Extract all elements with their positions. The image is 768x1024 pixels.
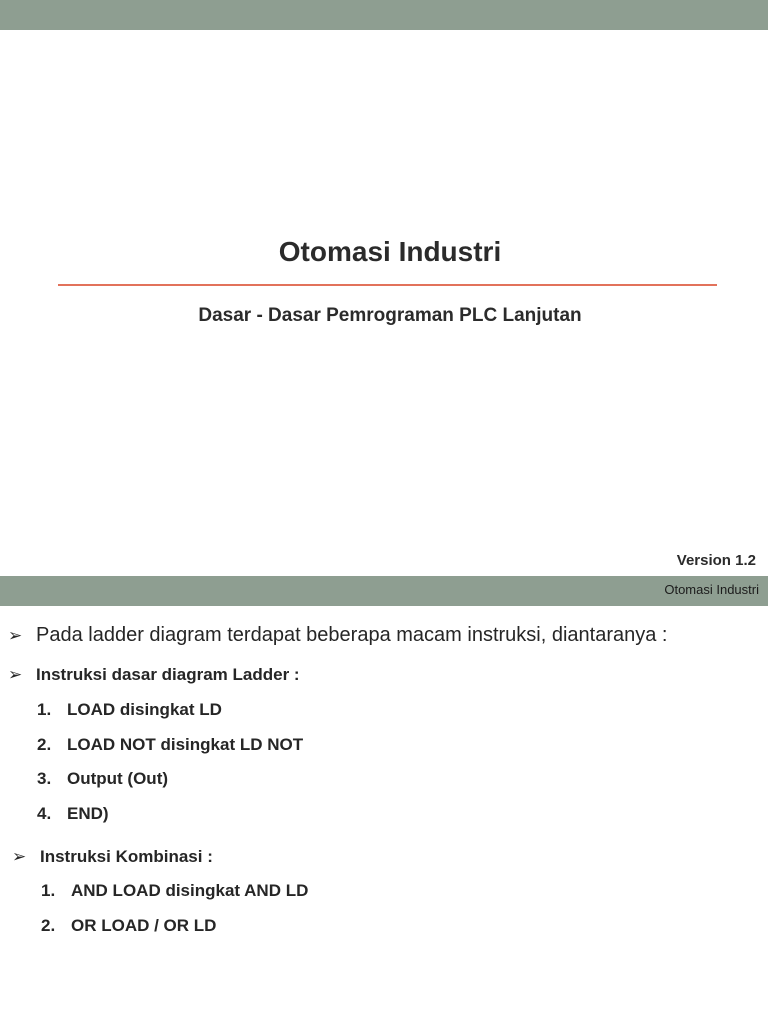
list-item-number: 2. [37, 735, 52, 754]
version-label: Version 1.2 [676, 552, 756, 569]
list-item [37, 735, 303, 755]
slide2-header-bar [0, 576, 768, 606]
bullet-arrow-icon: ➢ [8, 665, 23, 684]
list-item [41, 916, 216, 936]
slide-title: Otomasi Industri [278, 236, 502, 267]
section-heading-combination: Instruksi Kombinasi : [40, 847, 213, 866]
list-item [37, 700, 222, 720]
section-heading-basic: Instruksi dasar diagram Ladder : [36, 665, 300, 684]
list-item [37, 804, 109, 824]
list-item-text: LOAD NOT disingkat LD NOT [67, 735, 304, 754]
top-bar [0, 0, 768, 30]
list-item-text: LOAD disingkat LD [67, 700, 222, 719]
list-item-text: Output (Out) [67, 769, 169, 788]
list-item-number: 3. [37, 769, 52, 788]
list-item-number: 1. [37, 700, 52, 719]
list-item-number: 1. [41, 881, 56, 900]
list-item-text: OR LOAD / OR LD [71, 916, 217, 935]
intro-text: Pada ladder diagram terdapat beberapa macam instruksi, diantaranya : [36, 624, 668, 646]
bullet-arrow-icon: ➢ [12, 847, 27, 866]
bullet-arrow-icon: ➢ [8, 626, 23, 645]
title-divider [58, 284, 717, 286]
list-item-text: END) [67, 804, 109, 823]
list-item [37, 769, 168, 789]
slide-subtitle: Dasar - Dasar Pemrograman PLC Lanjutan [198, 305, 582, 326]
list-item-text: AND LOAD disingkat AND LD [71, 881, 309, 900]
list-item-number: 2. [41, 916, 56, 935]
header-bar-label: Otomasi Industri [664, 582, 759, 597]
list-item-number: 4. [37, 804, 52, 823]
list-item [41, 881, 308, 901]
